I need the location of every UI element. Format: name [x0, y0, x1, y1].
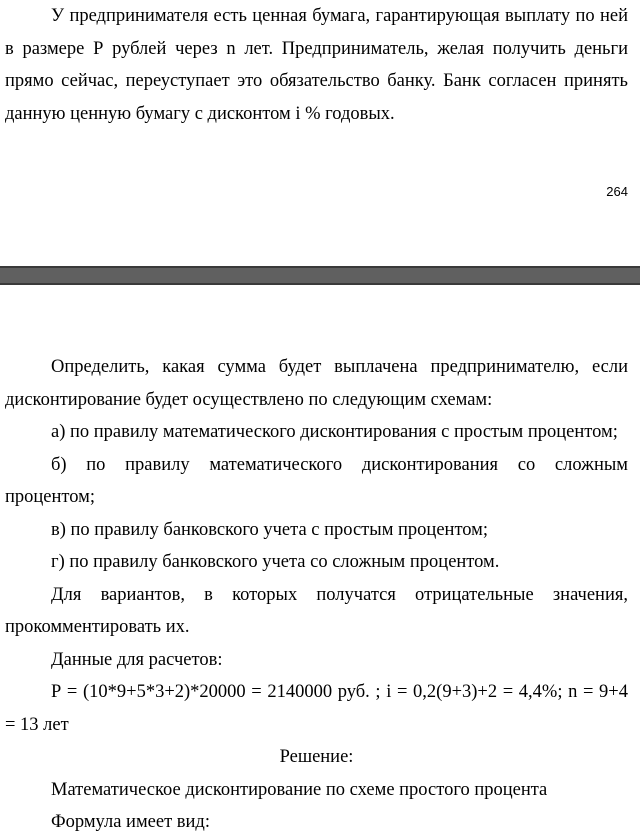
- method-heading: Математическое дисконтирование по схеме простого процента: [51, 779, 548, 800]
- task-comment: Для вариантов, в которых получатся отрицательные значения, прокомментировать их.: [5, 584, 628, 637]
- page-264-text: [5, 0, 628, 130]
- task-intro: Определить, какая сумма будет выплачена предпринимателю, если дисконтирование будет осуществлено по следующим схемам:: [5, 357, 628, 410]
- page-265-text: [5, 351, 628, 839]
- problem-statement: У предпринимателя есть ценная бумага, гарантирующая выплату по ней в размере Р рублей через n лет. Предприниматель, желая получить деньги прямо сейчас, переуступает это обязательство банку. Банк согласен принять данную ценную бумагу с дисконтом i % годовых.: [5, 6, 628, 124]
- data-heading: Данные для расчетов:: [51, 649, 223, 670]
- data-line: Р = (10*9+5*3+2)*20000 = 2140000 руб. ; i = 0,2(9+3)+2 = 4,4%; n = 9+4 = 13 лет: [5, 682, 628, 735]
- list-item: а) по правилу математического дисконтирования с простым процентом;: [51, 422, 618, 442]
- list-item: г) по правилу банковского учета со сложным процентом.: [51, 552, 500, 572]
- solution-heading: Решение:: [279, 747, 354, 767]
- list-item: в) по правилу банковского учета с простым процентом;: [51, 519, 489, 540]
- formula-label: Формула имеет вид:: [51, 812, 210, 832]
- list-item: б) по правилу математического дисконтирования со сложным процентом;: [5, 454, 628, 507]
- page-number: 264: [606, 184, 628, 199]
- page-break-divider: [0, 266, 640, 285]
